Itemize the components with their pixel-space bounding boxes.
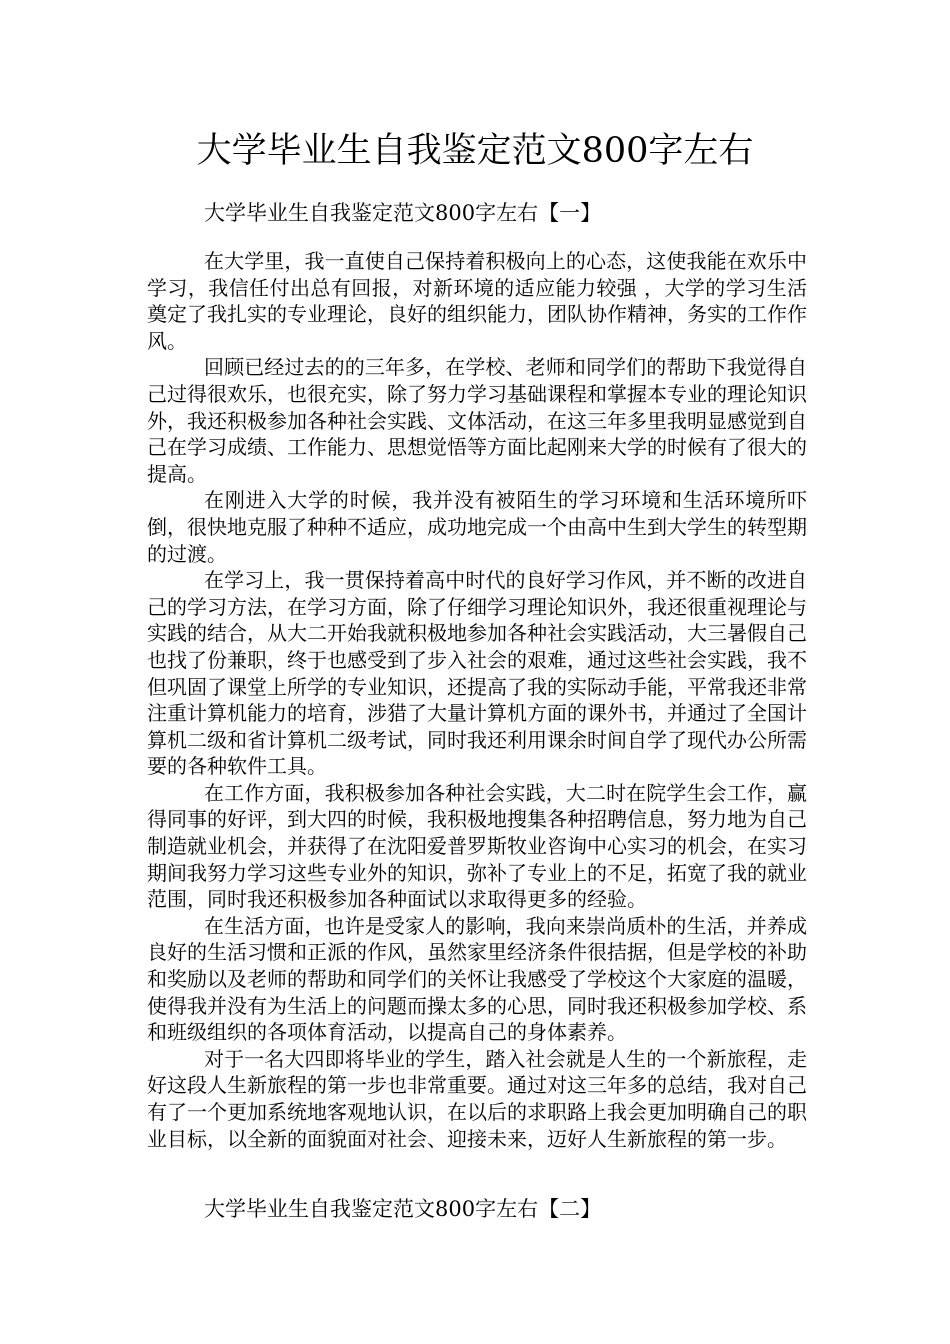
paragraph-7: 对于一名大四即将毕业的学生，踏入社会就是人生的一个新旅程，走好这段人生新旅程的第一步也非常重要。通过对这三年多的总结，我对自己有了一个更加系统地客观地认识，在以后的求职路上我会更加明确自己的职业目标，以全新的面貌面对社会、迎接未来，迈好人生新旅程的第一步。 xyxy=(147,1046,807,1151)
paragraph-5: 在工作方面，我积极参加各种社会实践，大二时在院学生会工作，赢得同事的好评，到大四的时候，我积极地搜集各种招聘信息，努力地为自己制造就业机会，并获得了在沈阳爱普罗斯牧业咨询中心实习的机会，在实习期间我努力学习这些专业外的知识，弥补了专业上的不足，拓宽了我的就业范围，同时我还积极参加各种面试以求取得更多的经验。 xyxy=(147,780,807,912)
paragraph-6: 在生活方面，也许是受家人的影响，我向来崇尚质朴的生活，并养成良好的生活习惯和正派的作风，虽然家里经济条件很拮据，但是学校的补助和奖励以及老师的帮助和同学们的关怀让我感受了学校这个大家庭的温暖，使得我并没有为生活上的问题而操太多的心思，同时我还积极参加学校、系和班级组织的各项体育活动，以提高自己的身体素养。 xyxy=(147,913,807,1045)
document-title: 大学毕业生自我鉴定范文800字左右 xyxy=(196,131,754,171)
section-two-heading: 大学毕业生自我鉴定范文800字左右【二】 xyxy=(204,1197,602,1221)
paragraph-3: 在刚进入大学的时候，我并没有被陌生的学习环境和生活环境所吓倒，很快地克服了种种不适应，成功地完成一个由高中生到大学生的转型期的过渡。 xyxy=(147,488,807,566)
paragraph-1: 在大学里，我一直使自己保持着积极向上的心态，这使我能在欢乐中学习，我信任付出总有回报，对新环境的适应能力较强 ，大学的学习生活奠定了我扎实的专业理论，良好的组织能力，团队协作精神，务实的工作作风。 xyxy=(147,249,807,353)
paragraph-4: 在学习上，我一贯保持着高中时代的良好学习作风，并不断的改进自己的学习方法，在学习方面，除了仔细学习理论知识外，我还很重视理论与实践的结合，从大二开始我就积极地参加各种社会实践活动，大三暑假自己也找了份兼职，终于也感受到了步入社会的艰难，通过这些社会实践，我不但巩固了课堂上所学的专业知识，还提高了我的实际动手能，平常我还非常注重计算机能力的培育，涉猎了大量计算机方面的课外书，并通过了全国计算机二级和省计算机二级考试，同时我还利用课余时间自学了现代办公所需要的各种软件工具。 xyxy=(147,568,807,779)
document-body xyxy=(147,248,807,1152)
paragraph-2: 回顾已经过去的的三年多，在学校、老师和同学们的帮助下我觉得自己过得很欢乐，也很充实，除了努力学习基础课程和掌握本专业的理论知识外，我还积极参加各种社会实践、文体活动，在这三年多里我明显感觉到自己在学习成绩、工作能力、思想觉悟等方面比起刚来大学的时候有了很大的提高。 xyxy=(147,355,807,486)
section-one-heading: 大学毕业生自我鉴定范文800字左右【一】 xyxy=(204,201,602,225)
